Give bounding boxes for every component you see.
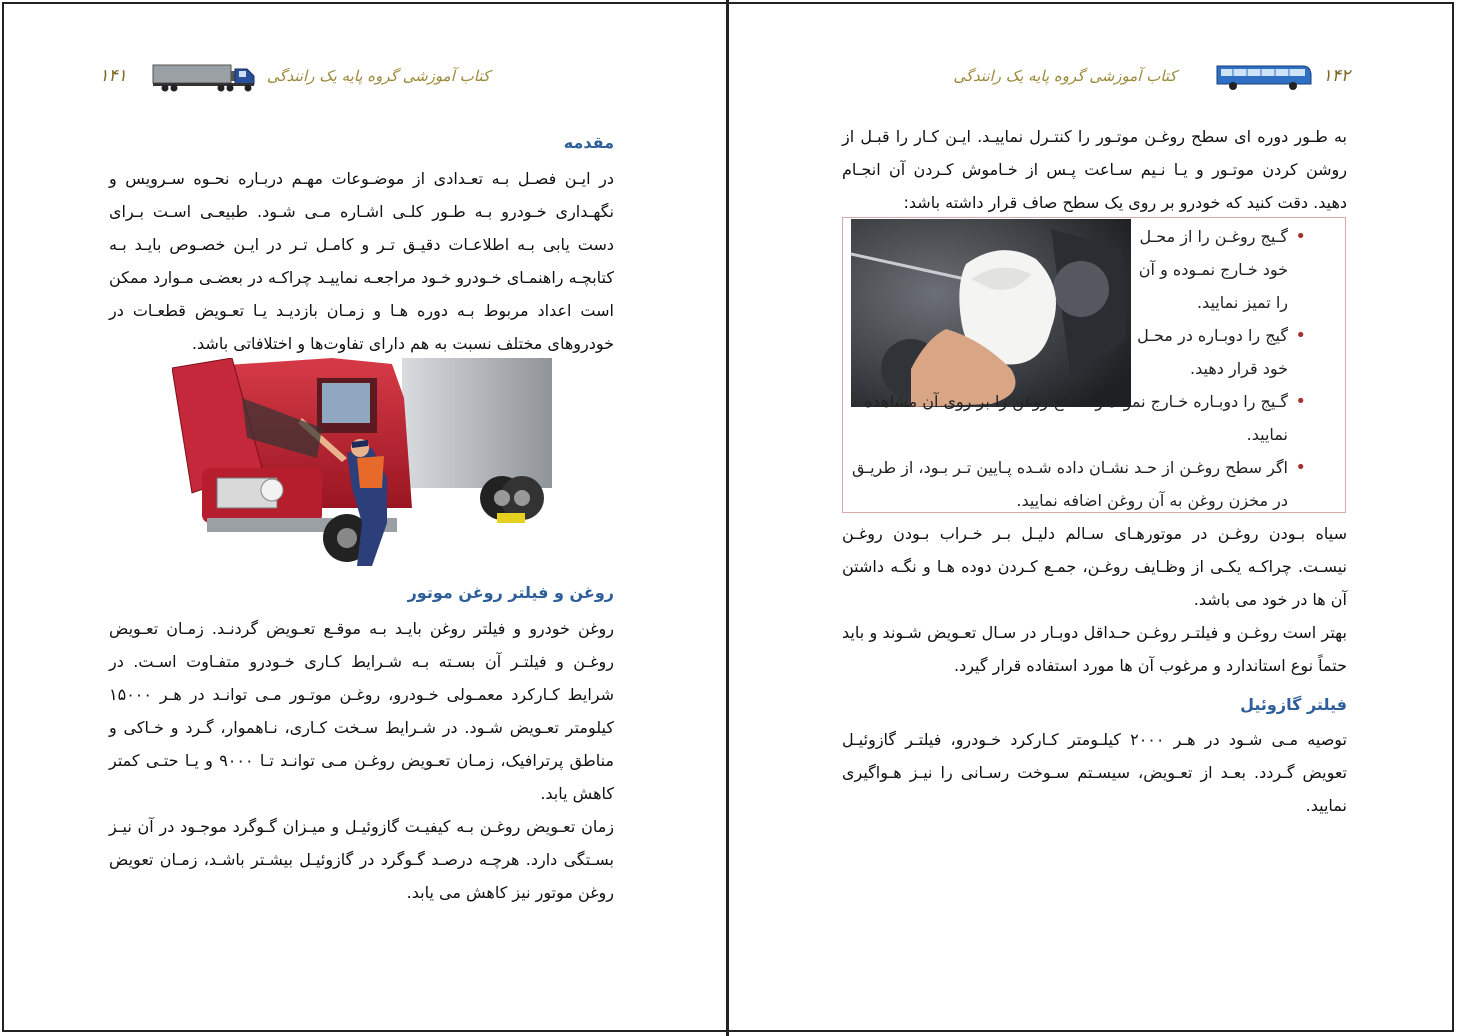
oil-dipstick-photo	[851, 219, 1131, 407]
running-title: کتاب آموزشی گروه پایه یک رانندگی	[266, 67, 490, 85]
page-number: ۱۴۱	[99, 66, 127, 86]
list-item: • اگر سطح روغـن از حـد نشـان داده شـده پـایین تـر بـود، از طریـق در مخزن روغن به آن روغن اضافه نمایید.	[850, 451, 1310, 517]
intro-text: در ایـن فصـل بـه تعـدادی از موضـوعات مهـم دربـاره نحـوه سـرویس و نگهـداری خـودرو بـه طـور کلـی اشـاره مـی شـود. طبیعـی اسـت بـرای دست یابی بـه اطلاعـات دقیـق تـر و کامـل تـر در ایـن خصـوص بایـد بـه کتابچـه راهنمـای خـودرو خـود مراجعـه نماییـد چراکـه در بعضـی مـوارد ممکن است اعداد مربوط بـه دوره هـا و زمـان بازدیـد یـا تعـویض قطعـات در خودروهای مختلف نسبت به هم دارای تفاوت‌ها و اختلافاتی باشد.	[109, 169, 614, 353]
truck-icon	[151, 60, 257, 92]
bus-icon	[1213, 60, 1313, 92]
oil-text-b: زمان تعـویض روغـن بـه کیفیـت گازوئیـل و میـزان گـوگرد موجـود در آن نیـز بسـتگی دارد. هرچـه درصـد گـوگرد در گازوئیـل بیشـتر باشـد، زمـان تعویض روغن موتور نیز کاهش می یابد.	[109, 817, 614, 902]
dipstick-steps-wide	[850, 385, 1310, 517]
list-item: • گیج را دوبـاره در محـل خود قرار دهید.	[1128, 319, 1310, 385]
diesel-filter-text: توصیه مـی شـود در هـر ۲۰۰۰ کیلـومتر کـارکرد خـودرو، فیلتـر گازوئیـل تعویض گـردد. بعـد از تعـویض، سیسـتم سـوخت رسـانی را نیـز هـواگیری نمایید.	[842, 730, 1348, 815]
dipstick-steps-narrow	[1128, 220, 1310, 385]
oil-paragraph	[109, 612, 614, 909]
diesel-filter-paragraph	[842, 723, 1347, 822]
oil-text-a: روغن خودرو و فیلتر روغن بایـد بـه موقـع تعـویض گردنـد. زمـان تعـویض روغـن و فیلتـر آن بسـته بـه شـرایط کـاری خـودرو متفـاوت اسـت. در شرایط کـارکرد معمـولی خـودرو، روغـن موتـور مـی توانـد در هـر ۱۵۰۰۰ کیلومتر تعـویض شـود. در شـرایط سـخت کـاری، نـاهموار، گـرد و خـاکی و مناطق پرترافیک، زمـان تعـویض روغـن مـی توانـد تـا ۹۰۰۰ و یـا حتـی کمتر کاهش یابد.	[109, 619, 615, 803]
list-item: • گـیج روغـن را از محـل خود خـارج نمـوده و آن را تمیز نمایید.	[1128, 220, 1310, 319]
right-header	[953, 56, 1350, 96]
list-item: • گـیج را دوبـاره خـارج نموده و سطح روغن را بر روی آن مشاهده نمایید.	[850, 385, 1310, 451]
dipstick-intro-text: به طـور دوره ای سطح روغـن موتـور را کنتـرل نماییـد. ایـن کـار را قبـل از روشن کردن موتـور و یـا نـیم سـاعت پـس از خـاموش کـردن آن انجـام دهید. دقت کنید که خودرو بر روی یک سطح صاف قرار داشته باشد:	[842, 127, 1347, 212]
left-header	[99, 56, 490, 96]
page-number: ۱۴۲	[1322, 66, 1350, 86]
mechanic-truck-illustration	[172, 358, 552, 566]
section-heading-intro: مقدمه	[563, 133, 614, 152]
black-oil-text: سیاه بـودن روغـن در موتورهـای سـالم دلیـل بـر خـراب بـودن روغـن نیسـت. چراکـه یکـی از وظـایف روغـن، جمـع کـردن دوده هـا و نگـه داشتن آن ها در خود می باشد.	[842, 524, 1347, 609]
oil-notes	[842, 517, 1347, 682]
left-page	[0, 0, 726, 1036]
dipstick-intro	[842, 120, 1347, 219]
section-heading-diesel-filter: فیلتر گازوئیل	[1240, 695, 1347, 714]
filter-change-text: بهتر است روغـن و فیلتـر روغـن حـداقل دوبـار در سـال تعـویض شـوند و باید حتماً نوع استاندارد و مرغوب آن ها مورد استفاده قرار گیرد.	[842, 623, 1347, 675]
running-title: کتاب آموزشی گروه پایه یک رانندگی	[953, 67, 1177, 85]
intro-paragraph	[109, 162, 614, 360]
section-heading-oil: روغن و فیلتر روغن موتور	[407, 583, 614, 602]
